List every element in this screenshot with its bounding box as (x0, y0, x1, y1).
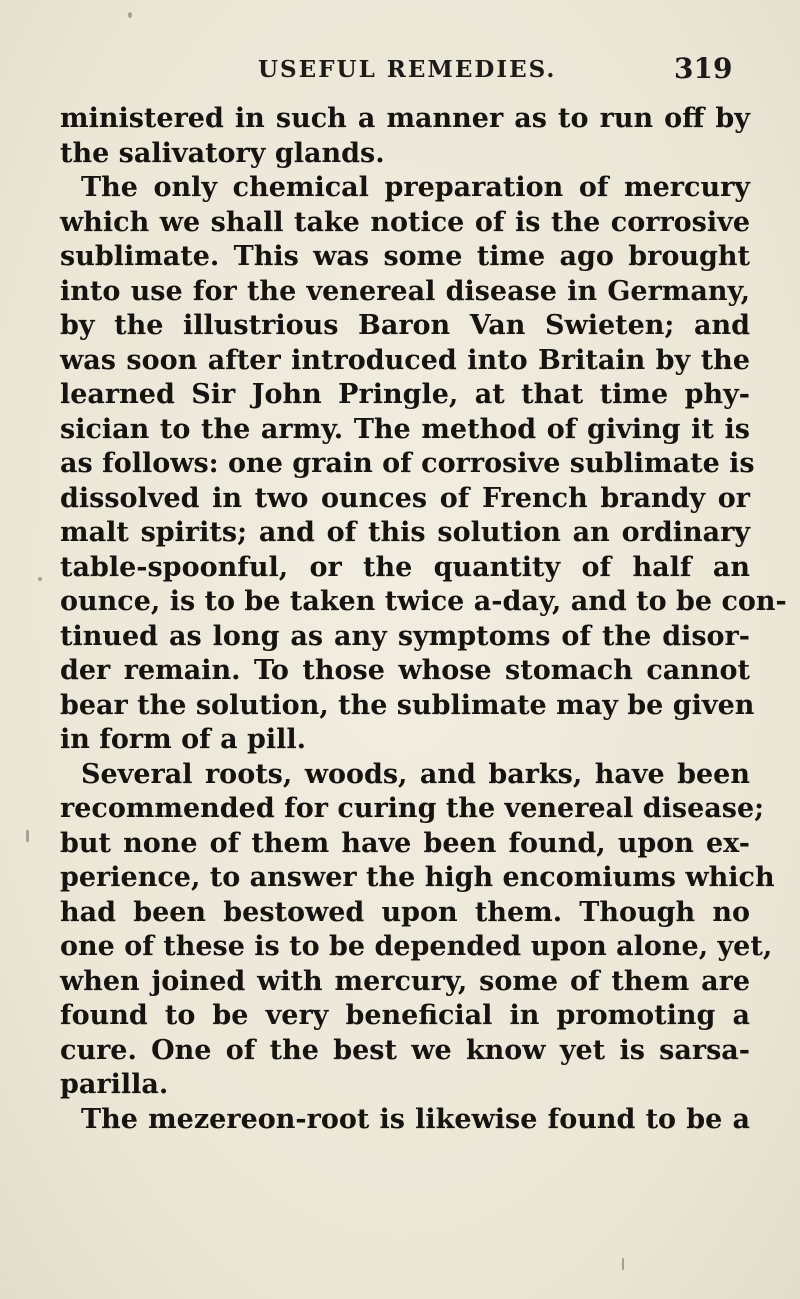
text-line: when joined with mercury, some of them are (60, 965, 750, 997)
text-line: but none of them have been found, upon ex- (60, 827, 750, 859)
paper-speck (26, 830, 29, 842)
text-line: as follows: one grain of corrosive sublimate is (60, 448, 755, 479)
text-line: learned Sir John Pringle, at that time phy- (60, 379, 750, 410)
text-line: The mezereon-root is likewise found to be a (81, 1103, 750, 1135)
text-line: malt spirits; and of this solution an ordinary (60, 517, 750, 548)
text-line: was soon after introduced into Britain by the (60, 344, 750, 376)
text-line: cure. One of the best we know yet is sarsa- (60, 1034, 750, 1066)
text-line: tinued as long as any symptoms of the disor- (60, 620, 750, 652)
text-line: into use for the venereal disease in Germany, (60, 275, 750, 307)
paper-speck (128, 12, 132, 18)
text-line: in form of a pill. (60, 724, 307, 755)
text-line: which we shall take notice of is the corrosive (60, 206, 750, 238)
page-header (0, 52, 800, 92)
paper-speck (38, 577, 42, 581)
text-line: found to be very beneficial in promoting a (60, 1000, 750, 1031)
text-line: der remain. To those whose stomach cannot (60, 655, 750, 686)
text-line: ounce, is to be taken twice a-day, and to be con- (60, 586, 787, 617)
text-line: table-spoonful, or the quantity of half an (60, 551, 750, 583)
page-number: 319 (674, 52, 733, 85)
text-line: dissolved in two ounces of French brandy or (60, 482, 750, 514)
running-title: USEFUL REMEDIES. (258, 56, 557, 83)
body-text (60, 102, 787, 1137)
text-line: ministered in such a manner as to run off by (60, 103, 750, 134)
text-line: recommended for curing the venereal disease; (60, 793, 765, 824)
text-line: The only chemical preparation of mercury (81, 172, 750, 203)
text-line: sublimate. This was some time ago brought (60, 241, 750, 272)
text-line: Several roots, woods, and barks, have been (81, 758, 750, 790)
text-line: parilla. (60, 1069, 169, 1100)
text-line: sician to the army. The method of giving it is (60, 413, 750, 445)
text-line: bear the solution, the sublimate may be given (60, 689, 755, 721)
text-line: had been bestowed upon them. Though no (60, 896, 750, 928)
text-line: one of these is to be depended upon alone, yet, (60, 931, 773, 962)
text-line: the salivatory glands. (60, 137, 385, 169)
text-line: perience, to answer the high encomiums which (60, 862, 775, 893)
paper-speck (622, 1258, 624, 1270)
text-line: by the illustrious Baron Van Swieten; and (60, 310, 750, 341)
